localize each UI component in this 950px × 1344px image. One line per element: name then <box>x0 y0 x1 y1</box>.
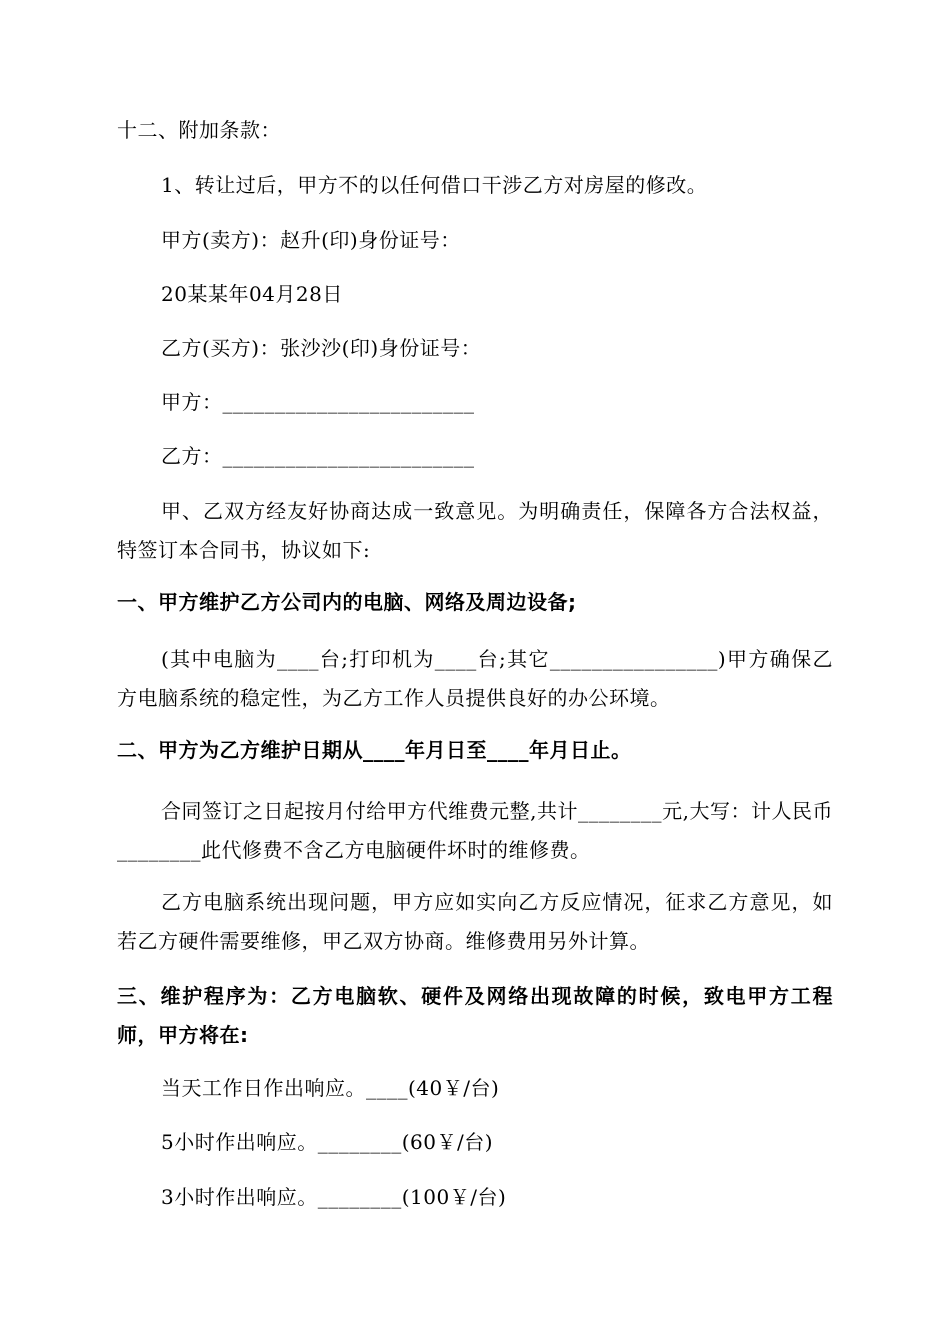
contract-date: 20某某年04月28日 <box>161 282 343 306</box>
party-b-signature-line: 乙方：________________________ <box>161 444 475 468</box>
paragraph-2b: 乙方电脑系统出现问题，甲方应如实向乙方反应情况，征求乙方意见，如若乙方硬件需要维修，甲乙双方协商。维修费用另外计算。 <box>117 890 833 953</box>
response-3-hours: 3小时作出响应。________(100￥/台) <box>161 1185 507 1209</box>
party-a-signature-line: 甲方：________________________ <box>161 390 475 414</box>
response-5-hours: 5小时作出响应。________(60￥/台) <box>161 1130 494 1154</box>
heading-1: 一、甲方维护乙方公司内的电脑、网络及周边设备; <box>117 590 577 614</box>
response-same-day: 当天工作日作出响应。____(40￥/台) <box>161 1076 500 1100</box>
party-b-buyer: 乙方(买方)：张沙沙(印)身份证号： <box>161 336 482 360</box>
clause-1: 1、转让过后，甲方不的以任何借口干涉乙方对房屋的修改。 <box>161 173 708 197</box>
heading-3: 三、维护程序为：乙方电脑软、硬件及网络出现故障的时候，致电甲方工程师，甲方将在: <box>117 984 833 1047</box>
paragraph-1: (其中电脑为____台;打印机为____台;其它________________)甲方确保乙方电脑系统的稳定性，为乙方工作人员提供良好的办公环境。 <box>117 647 833 710</box>
heading-2: 二、甲方为乙方维护日期从____年月日至____年月日止。 <box>117 738 632 762</box>
section-12-heading: 十二、附加条款： <box>117 118 281 142</box>
party-a-seller: 甲方(卖方)：赵升(印)身份证号： <box>161 228 461 252</box>
paragraph-2a: 合同签订之日起按月付给甲方代维费元整,共计________元,大写：计人民币________此代修费不含乙方电脑硬件坏时的维修费。 <box>117 799 833 862</box>
intro-paragraph: 甲、乙双方经友好协商达成一致意见。为明确责任，保障各方合法权益，特签订本合同书，协议如下: <box>117 499 833 562</box>
